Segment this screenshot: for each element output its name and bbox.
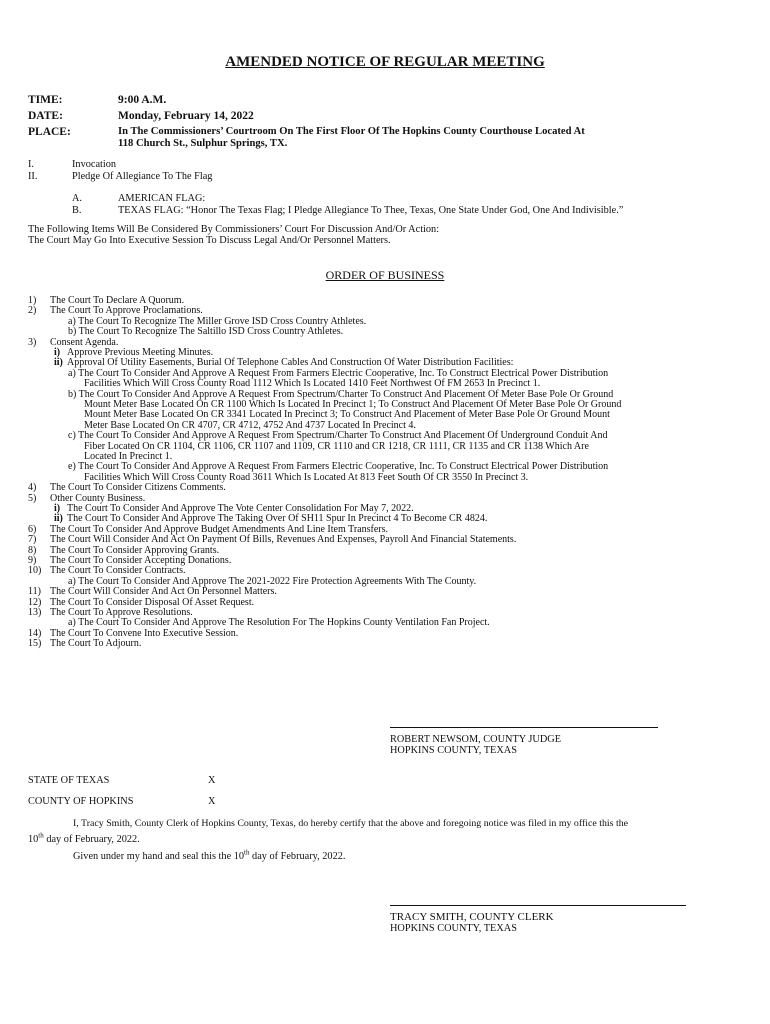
agenda-item-number: 14) [28,627,42,639]
opening-item-1: Invocation [72,159,117,170]
flag-letter-b: B. [72,205,82,216]
order-of-business-heading: ORDER OF BUSINESS [325,268,445,282]
agenda-item-number: 8) [28,544,37,556]
agenda-item-text: The Court To Consider Accepting Donations. [50,555,232,566]
agenda-subitem-text: b) The Court To Consider And Approve A Request From Spectrum/Charter To Construct And Placement Of Meter Base Pole Or Ground [68,388,614,400]
agenda-subitem-text: c) The Court To Consider And Approve A Request From Spectrum/Charter To Construct And Placement Of Underground Conduit And [68,430,608,442]
judge-name: ROBERT NEWSOM, COUNTY JUDGE [390,734,561,745]
opening-num-2: II. [28,171,38,182]
agenda-item-number: 9) [28,555,37,566]
agenda-item-number: 15) [28,638,42,650]
agenda-item-text: The Court To Consider Contracts. [50,565,186,577]
certification-line-1: I, Tracy Smith, County Clerk of Hopkins County, Texas, do hereby certify that the above and foregoing notice was filed in my office this the [73,818,629,829]
agenda-item-number: 4) [28,482,37,494]
agenda-continuation-text: Located In Precinct 1. [84,451,173,462]
cert-day-number: 10 [28,834,39,845]
given-day-number: 10 [233,851,245,862]
agenda-item-number: 2) [28,305,37,317]
agenda-item-number: 10) [28,565,42,577]
state-label: STATE OF TEXAS [28,775,110,786]
agenda-subitem-text: Approval Of Utility Easements, Burial Of Telephone Cables And Construction Of Water Distribution Facilities: [67,357,514,369]
flag-texas: TEXAS FLAG: “Honor The Texas Flag; I Pledge Allegiance To Thee, Texas, One State Under God, One And Indivisible.” [118,205,624,216]
agenda-item-text: The Court To Consider Disposal Of Asset Request. [50,596,255,608]
date-value: Monday, February 14, 2022 [118,110,254,122]
flag-american: AMERICAN FLAG: [118,193,206,204]
agenda-subitem-text: The Court To Consider And Approve The Taking Over Of SH11 Spur In Precinct 4 To Become CR 4824. [67,513,488,525]
given-day-suffix: th [244,848,250,857]
agenda-subitem-text: a) The Court To Consider And Approve The Resolution For The Hopkins County Ventilation Fan Project. [68,617,490,629]
agenda-subitem-text: The Court To Consider And Approve The Vote Center Consolidation For May 7, 2022. [67,503,414,514]
agenda-item-text: The Court To Approve Resolutions. [50,607,193,618]
flag-letter-a: A. [72,193,83,204]
state-mark: X [208,775,216,786]
agenda-continuation-text: Facilities Which Will Cross County Road 1112 Which Is Located 1410 Feet Northwest Of FM 2653 In Precinct 1. [84,378,541,390]
agenda-continuation-text: Facilities Which Will Cross County Road 3611 Which Is Located At 813 Feet South Of CR 3550 In Precinct 3. [84,471,529,483]
place-line-1: In The Commissioners’ Courtroom On The First Floor Of The Hopkins County Courthouse Located At [118,126,585,137]
agenda-item-number: 5) [28,492,37,504]
agenda-item-number: 7) [28,534,37,546]
place-label: PLACE: [28,126,71,138]
judge-county: HOPKINS COUNTY, TEXAS [390,745,517,756]
county-label: COUNTY OF HOPKINS [28,796,134,807]
county-mark: X [208,796,216,807]
clerk-county: HOPKINS COUNTY, TEXAS [390,923,517,934]
agenda-subitem-text: a) The Court To Consider And Approve A Request From Farmers Electric Cooperative, Inc. To Construct Electrical Power Distribution [68,367,609,379]
date-label: DATE: [28,110,63,122]
agenda-roman-marker: ii) [54,357,63,369]
opening-item-2: Pledge Of Allegiance To The Flag [72,171,213,182]
agenda-item-text: The Court To Adjourn. [50,638,142,650]
agenda-item-text: Other County Business. [50,492,146,504]
document-title: AMENDED NOTICE OF REGULAR MEETING [225,54,545,70]
agenda-roman-marker: ii) [54,513,63,525]
given-prefix: Given under my hand and seal this the [73,851,234,862]
agenda-item-number: 6) [28,523,37,535]
clerk-name: TRACY SMITH, COUNTY CLERK [390,911,554,923]
agenda-roman-marker: i) [54,347,61,358]
time-label: TIME: [28,94,63,106]
agenda-item-text: The Court To Declare A Quorum. [50,295,185,306]
agenda-subitem-text: a) The Court To Consider And Approve The 2021-2022 Fire Protection Agreements With The County. [68,575,477,587]
time-value: 9:00 A.M. [118,94,167,106]
agenda-continuation-text: Fiber Located On CR 1104, CR 1106, CR 1107 and 1109, CR 1110 and CR 1218, CR 1111, CR 1135 and CR 1138 Which Are [84,440,589,452]
agenda-continuation-text: Mount Meter Base Located On CR 1100 Which Is Located In Precinct 1; To Construct And Placement Of Meter Base Pole Or Ground [84,399,622,410]
agenda-continuation-text: Mount Meter Base Located On CR 3341 Located In Precinct 3; To Construct And Placement of Meter Base Pole Or Ground Mount [84,409,610,421]
judge-signature-line [390,727,658,728]
clerk-signature-line [390,905,686,906]
intro-line-1: The Following Items Will Be Considered By Commissioners’ Court For Discussion And/Or Action: [28,224,440,235]
agenda-item-text: The Court To Convene Into Executive Session. [50,627,239,639]
agenda-item-text: The Court To Consider Citizens Comments. [50,482,226,494]
agenda-item-text: Consent Agenda. [50,336,119,348]
agenda-item-number: 11) [28,586,41,598]
given-line [73,848,346,862]
agenda-item-text: The Court To Consider Approving Grants. [50,544,220,556]
cert-day-suffix: th [38,831,44,840]
agenda-item-number: 1) [28,295,37,306]
opening-num-1: I. [28,159,35,170]
agenda-roman-marker: i) [54,503,61,514]
cert-day-rest: day of February, 2022. [43,834,140,845]
agenda-item-text: The Court To Approve Proclamations. [50,305,203,317]
agenda-subitem-text: Approve Previous Meeting Minutes. [67,347,214,358]
agenda-item-number: 12) [28,596,42,608]
agenda-subitem-text: a) The Court To Recognize The Miller Grove ISD Cross Country Athletes. [68,315,367,327]
agenda-subitem-text: e) The Court To Consider And Approve A Request From Farmers Electric Cooperative, Inc. To Construct Electrical Power Distribution [68,461,609,473]
agenda-item-number: 3) [28,336,37,348]
place-line-2: 118 Church St., Sulphur Springs, TX. [118,138,288,149]
intro-line-2: The Court May Go Into Executive Session To Discuss Legal And/Or Personnel Matters. [28,235,391,246]
agenda-continuation-text: Meter Base Located On CR 4707, CR 4712, 4752 And 4737 Located In Precinct 4. [84,419,416,431]
given-suffix: day of February, 2022. [249,851,346,862]
agenda-item-text: The Court Will Consider And Act On Payment Of Bills, Revenues And Expenses, Payroll And Financial Statements. [50,534,517,546]
agenda-item-text: The Court To Consider And Approve Budget Amendments And Line Item Transfers. [50,523,388,535]
certification-line-2 [28,831,140,845]
agenda-item-text: The Court Will Consider And Act On Personnel Matters. [50,586,277,598]
agenda-subitem-text: b) The Court To Recognize The Saltillo ISD Cross Country Athletes. [68,326,344,338]
agenda-item-number: 13) [28,607,42,618]
